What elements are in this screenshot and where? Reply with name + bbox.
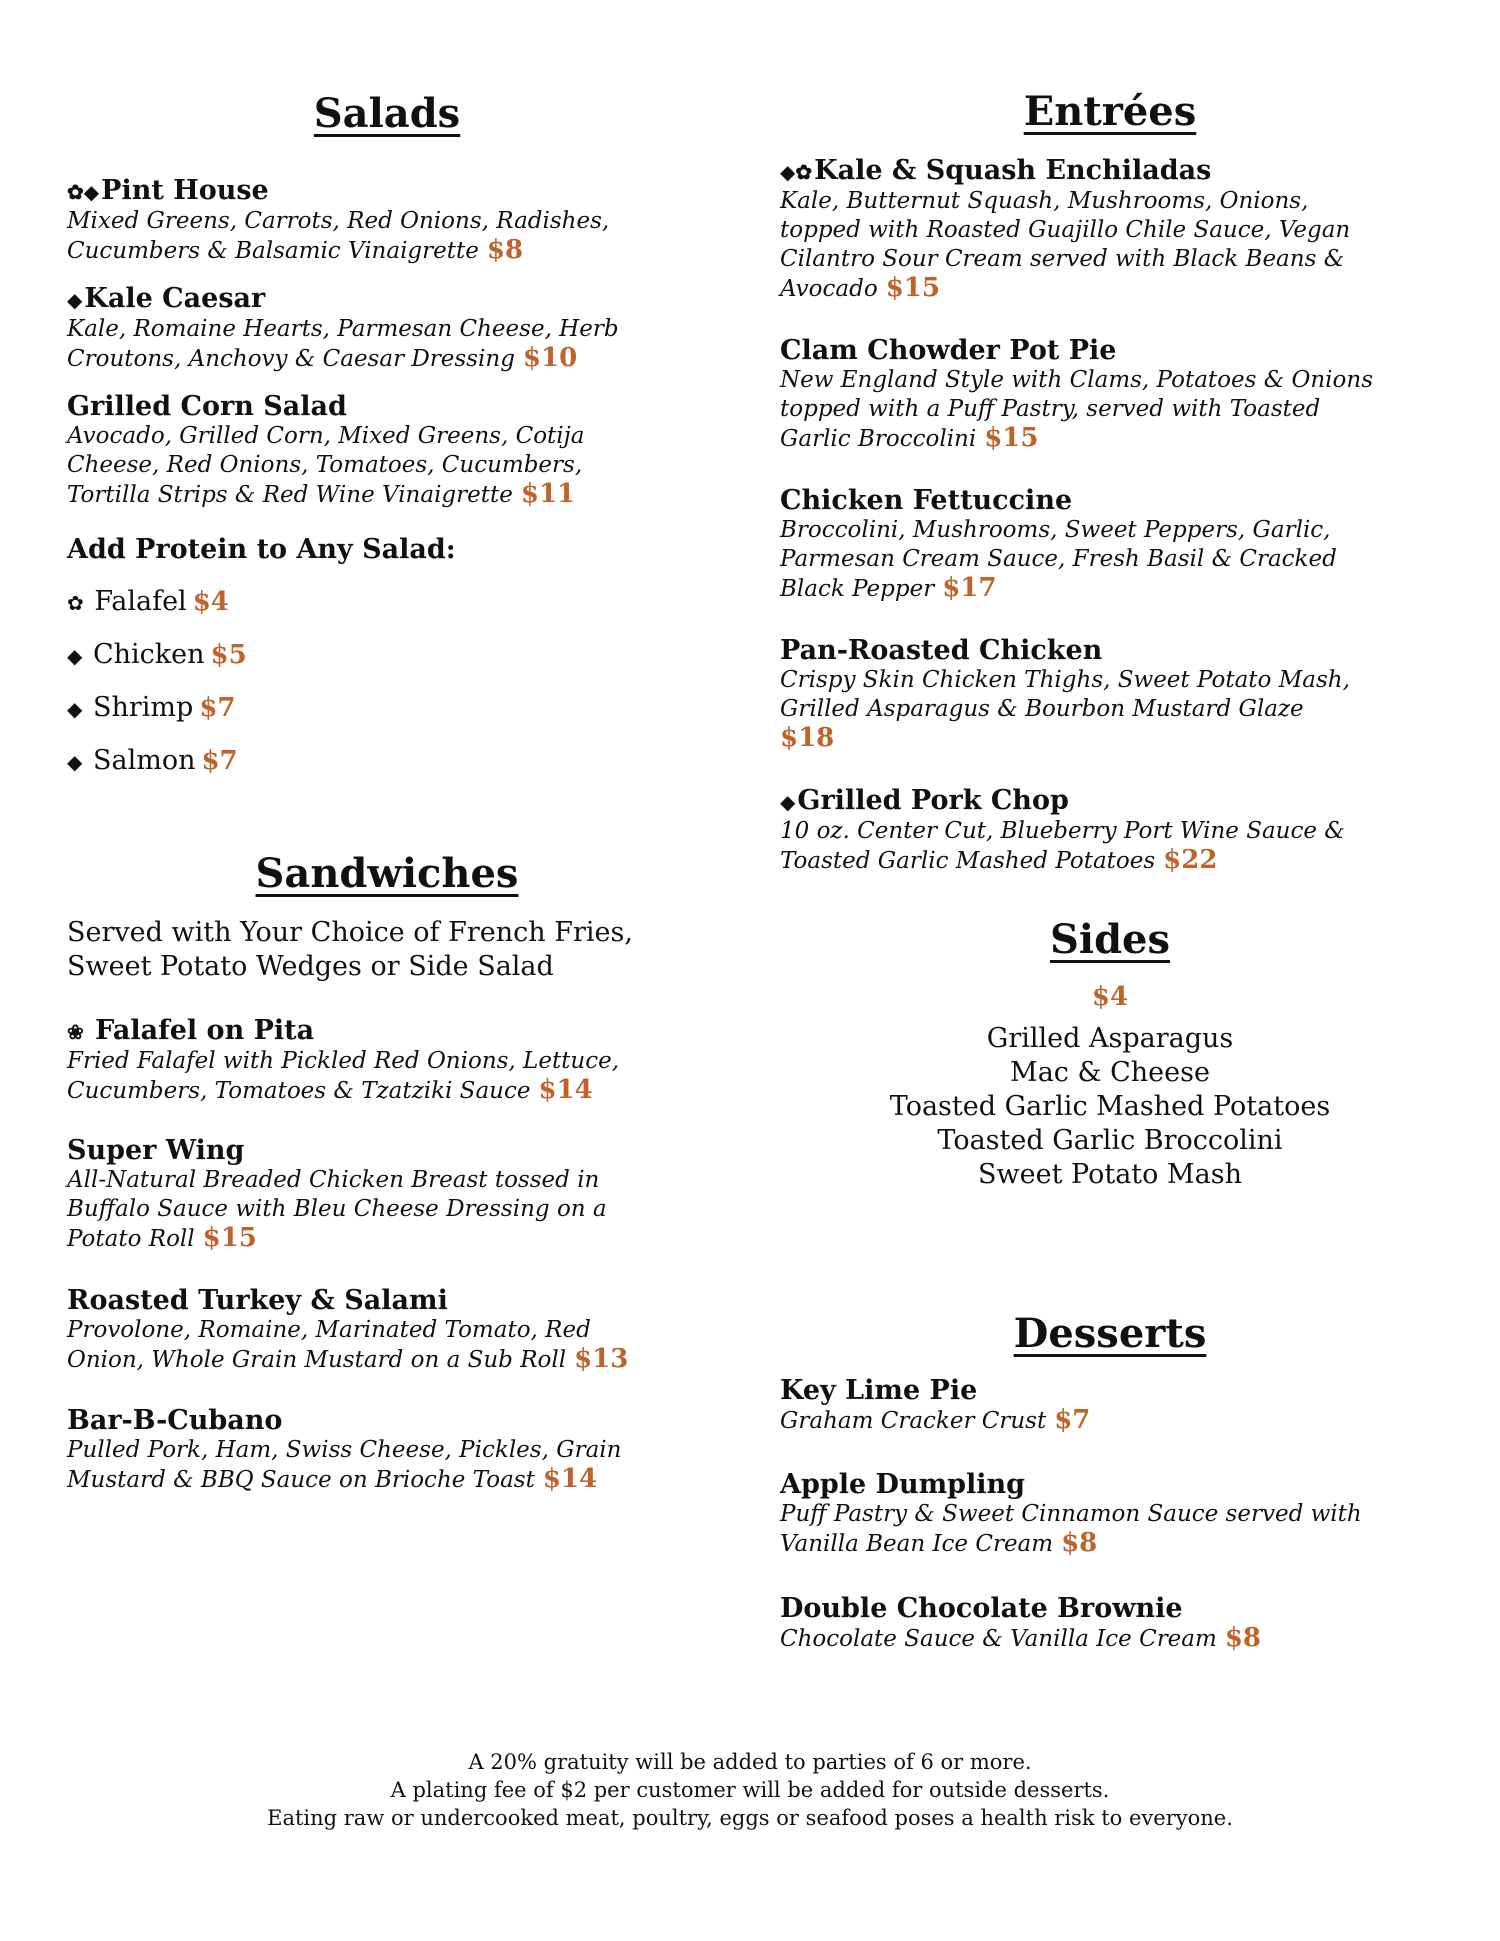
item-description: Mustard & BBQ Sauce on Brioche Toast <box>67 1467 535 1493</box>
item-name: Kale & Squash Enchiladas <box>814 155 1212 186</box>
menu-item-grilled-corn-salad <box>67 392 585 510</box>
item-description: Avocado, Grilled Corn, Mixed Greens, Cotija <box>67 423 585 449</box>
vegan-flower-icon: ✿◆ <box>67 180 100 204</box>
menu-item-grilled-pork-chop <box>780 786 1345 876</box>
item-description: All-Natural Breaded Chicken Breast tossed in <box>67 1167 600 1193</box>
desserts-title: Desserts <box>1013 1310 1207 1357</box>
item-price: $15 <box>984 423 1039 453</box>
item-name: Double Chocolate Brownie <box>780 1593 1183 1624</box>
side-item: Grilled Asparagus <box>986 1023 1234 1054</box>
item-name: Grilled Corn Salad <box>67 391 347 422</box>
item-description: 10 oz. Center Cut, Blueberry Port Wine Sauce & <box>780 818 1345 844</box>
item-price: $15 <box>202 1223 257 1253</box>
item-price: $17 <box>942 573 997 603</box>
item-name: Kale Caesar <box>84 283 266 314</box>
item-price: $18 <box>780 723 835 753</box>
item-price: $5 <box>210 640 247 670</box>
sides-price: $4 <box>1091 982 1129 1012</box>
item-price: $8 <box>1224 1623 1262 1653</box>
item-price: $7 <box>199 693 236 723</box>
item-name: Clam Chowder Pot Pie <box>780 335 1117 366</box>
vegan-flower-icon: ❀ <box>67 1020 84 1044</box>
menu-item-kale-squash-enchiladas <box>780 156 1350 304</box>
menu-item-pint-house <box>67 176 609 266</box>
item-description: Pulled Pork, Ham, Swiss Cheese, Pickles, Grain <box>67 1437 622 1463</box>
item-description: Black Pepper <box>780 576 935 602</box>
item-description: Provolone, Romaine, Marinated Tomato, Red <box>67 1317 591 1343</box>
item-price: $4 <box>192 587 229 617</box>
item-description: Vanilla Bean Ice Cream <box>780 1531 1054 1557</box>
item-description: Croutons, Anchovy & Caesar Dressing <box>67 346 515 372</box>
diamond-icon: ◆ <box>67 697 83 721</box>
diamond-icon: ◆ <box>67 750 83 774</box>
item-description: Cucumbers & Balsamic Vinaigrette <box>67 238 479 264</box>
sandwiches-intro: Served with Your Choice of French Fries, Sweet Potato Wedges or Side Salad <box>67 917 633 982</box>
side-item: Mac & Cheese <box>1010 1057 1210 1088</box>
item-description: Fried Falafel with Pickled Red Onions, Lettuce, <box>67 1048 620 1074</box>
item-price: $13 <box>574 1344 629 1374</box>
side-item: Sweet Potato Mash <box>978 1159 1242 1190</box>
item-name: Pan-Roasted Chicken <box>780 635 1103 666</box>
menu-item-falafel-on-pita <box>67 1016 619 1106</box>
side-item: Toasted Garlic Mashed Potatoes <box>889 1091 1331 1122</box>
item-description: Potato Roll <box>67 1226 195 1252</box>
footer-notes <box>0 1748 1500 1832</box>
protein-falafel: ✿ Falafel $4 <box>67 586 229 617</box>
item-description: Buffalo Sauce with Bleu Cheese Dressing on a <box>67 1196 607 1222</box>
item-price: $10 <box>522 343 578 373</box>
plating-fee-note: A plating fee of $2 per customer will be added for outside desserts. <box>390 1778 1110 1802</box>
item-name: Bar-B-Cubano <box>67 1405 283 1436</box>
item-description: Tortilla Strips & Red Wine Vinaigrette <box>67 482 513 508</box>
item-price: $8 <box>1061 1528 1098 1558</box>
item-description: Garlic Broccolini <box>780 426 977 452</box>
protein-salmon: ◆ Salmon $7 <box>67 745 238 776</box>
menu-item-clam-chowder-pot-pie <box>780 336 1373 454</box>
health-warning-note: Eating raw or undercooked meat, poultry, eggs or seafood poses a health risk to everyone. <box>267 1806 1233 1830</box>
item-description: Chocolate Sauce & Vanilla Ice Cream <box>780 1626 1217 1652</box>
item-price: $7 <box>201 746 238 776</box>
item-price: $14 <box>538 1075 593 1105</box>
item-description: topped with Roasted Guajillo Chile Sauce, Vegan <box>780 217 1351 243</box>
menu-item-pan-roasted-chicken <box>780 636 1350 754</box>
menu-item-chicken-fettuccine <box>780 486 1337 604</box>
item-description: Cucumbers, Tomatoes & Tzatziki Sauce <box>67 1078 531 1104</box>
item-price: $14 <box>542 1464 598 1494</box>
menu-item-kale-caesar <box>67 284 619 374</box>
diamond-flower-icon: ◆✿ <box>780 160 813 184</box>
item-name: Key Lime Pie <box>780 1375 978 1406</box>
gratuity-note: A 20% gratuity will be added to parties of 6 or more. <box>468 1750 1032 1774</box>
item-description: Cilantro Sour Cream served with Black Beans & <box>780 246 1345 272</box>
menu-item-double-chocolate-brownie <box>780 1594 1261 1654</box>
menu-item-apple-dumpling <box>780 1470 1362 1559</box>
item-description: Kale, Butternut Squash, Mushrooms, Onions, <box>780 188 1309 214</box>
diamond-icon: ◆ <box>780 790 796 814</box>
item-price: $15 <box>885 273 940 303</box>
protein-shrimp: ◆ Shrimp $7 <box>67 692 236 723</box>
item-description: topped with a Puff Pastry, served with Toasted <box>780 396 1321 422</box>
item-price: $7 <box>1054 1405 1091 1435</box>
item-price: $8 <box>486 235 524 265</box>
protein-heading: Add Protein to Any Salad: <box>67 534 456 565</box>
entrees-title: Entrées <box>1023 88 1197 135</box>
item-name: Apple Dumpling <box>780 1469 1026 1500</box>
item-price: $11 <box>520 479 576 509</box>
menu-item-roasted-turkey-salami <box>67 1286 628 1375</box>
menu-item-bar-b-cubano <box>67 1406 621 1495</box>
item-description: Toasted Garlic Mashed Potatoes <box>780 848 1156 874</box>
sandwiches-title: Sandwiches <box>255 850 519 897</box>
salads-title: Salads <box>313 90 461 137</box>
diamond-icon: ◆ <box>67 288 83 312</box>
item-description: Kale, Romaine Hearts, Parmesan Cheese, Herb <box>67 316 619 342</box>
side-item: Toasted Garlic Broccolini <box>937 1125 1283 1156</box>
item-description: Graham Cracker Crust <box>780 1408 1047 1434</box>
item-description: Avocado <box>780 276 878 302</box>
item-description: Mixed Greens, Carrots, Red Onions, Radishes, <box>67 208 610 234</box>
item-price: $22 <box>1163 845 1218 875</box>
item-name: Falafel on Pita <box>95 1015 315 1046</box>
vegan-flower-icon: ✿ <box>67 591 84 615</box>
item-description: Parmesan Cream Sauce, Fresh Basil & Cracked <box>780 546 1337 572</box>
item-name: Chicken Fettuccine <box>780 485 1073 516</box>
sides-title: Sides <box>1049 916 1171 963</box>
item-description: Grilled Asparagus & Bourbon Mustard Glaze <box>780 696 1304 722</box>
item-name: Roasted Turkey & Salami <box>67 1285 448 1316</box>
menu-item-key-lime-pie <box>780 1376 1090 1436</box>
item-name: Super Wing <box>67 1135 245 1166</box>
item-description: New England Style with Clams, Potatoes & Onions <box>780 367 1373 393</box>
item-description: Cheese, Red Onions, Tomatoes, Cucumbers, <box>67 452 583 478</box>
item-description: Puff Pastry & Sweet Cinnamon Sauce served with <box>780 1501 1362 1527</box>
sides-list <box>780 980 1440 1192</box>
item-name: Grilled Pork Chop <box>797 785 1069 816</box>
item-name: Pint House <box>101 175 269 206</box>
diamond-icon: ◆ <box>67 644 83 668</box>
item-description: Crispy Skin Chicken Thighs, Sweet Potato Mash, <box>780 667 1350 693</box>
item-description: Broccolini, Mushrooms, Sweet Peppers, Garlic, <box>780 517 1331 543</box>
item-description: Onion, Whole Grain Mustard on a Sub Roll <box>67 1347 567 1373</box>
protein-chicken: ◆ Chicken $5 <box>67 639 247 670</box>
menu-item-super-wing <box>67 1136 607 1254</box>
